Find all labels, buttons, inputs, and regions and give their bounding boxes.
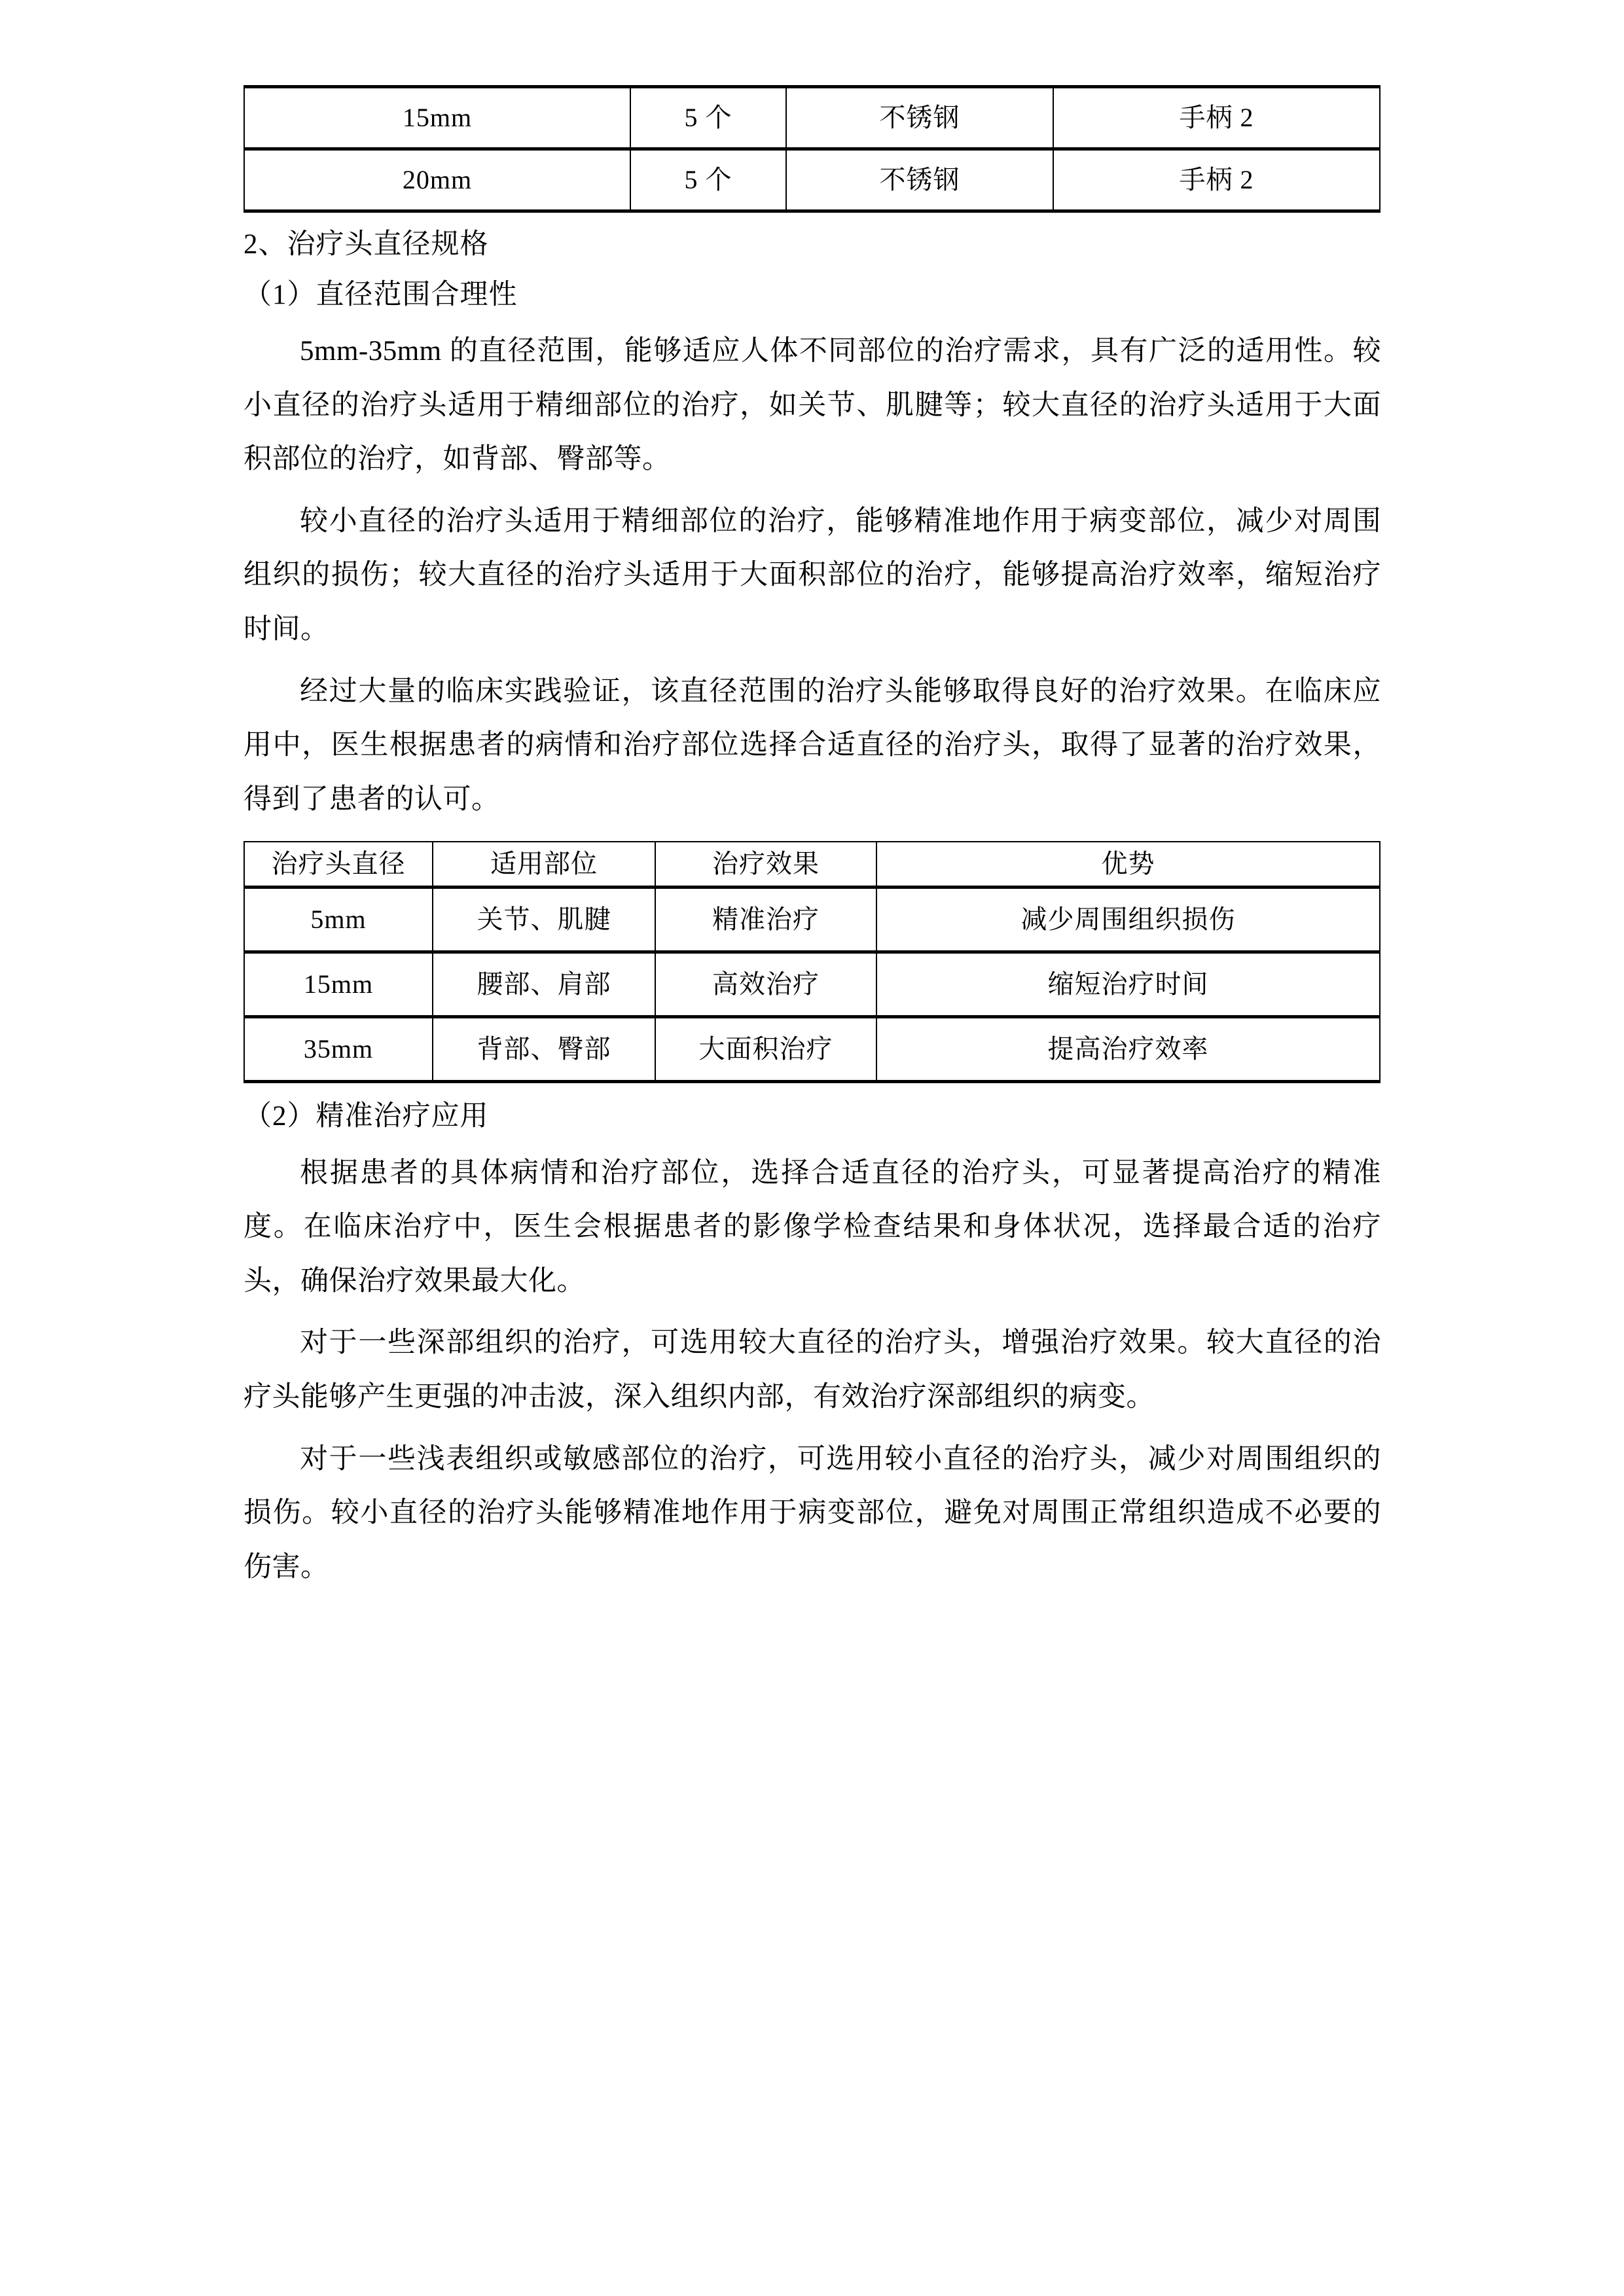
cell-advantage: 提高治疗效率 bbox=[876, 1017, 1380, 1082]
cell-advantage: 缩短治疗时间 bbox=[876, 952, 1380, 1017]
cell-material: 不锈钢 bbox=[786, 149, 1053, 211]
cell-site: 腰部、肩部 bbox=[433, 952, 655, 1017]
cell-diameter: 20mm bbox=[244, 149, 630, 211]
cell-site: 关节、肌腱 bbox=[433, 888, 655, 952]
table-row bbox=[244, 87, 1380, 149]
cell-handle: 手柄 2 bbox=[1053, 87, 1380, 149]
paragraph-1: 5mm-35mm 的直径范围，能够适应人体不同部位的治疗需求，具有广泛的适用性。较小直径的治疗头适用于精细部位的治疗，如关节、肌腱等；较大直径的治疗头适用于大面积部位的治疗，如背部、臀部等。 bbox=[244, 336, 1381, 475]
subsection-heading-2: （2）精准治疗应用 bbox=[244, 1101, 489, 1132]
column-header-effect: 治疗效果 bbox=[655, 842, 876, 888]
cell-quantity: 5 个 bbox=[630, 87, 786, 149]
table-row bbox=[244, 1017, 1380, 1082]
table-header-row bbox=[244, 842, 1380, 888]
section-heading: 2、治疗头直径规格 bbox=[244, 229, 489, 260]
table-row bbox=[244, 149, 1380, 211]
paragraph-3: 经过大量的临床实践验证，该直径范围的治疗头能够取得良好的治疗效果。在临床应用中，医生根据患者的病情和治疗部位选择合适直径的治疗头，取得了显著的治疗效果，得到了患者的认可。 bbox=[244, 675, 1381, 815]
cell-site: 背部、臀部 bbox=[433, 1017, 655, 1082]
cell-diameter: 15mm bbox=[244, 87, 630, 149]
treatment-head-diameter-table bbox=[244, 841, 1380, 1083]
subsection-heading-1: （1）直径范围合理性 bbox=[244, 279, 518, 310]
handle-spec-table-continued bbox=[244, 85, 1380, 213]
cell-diameter: 15mm bbox=[244, 952, 433, 1017]
page-content bbox=[244, 0, 1381, 1594]
cell-effect: 精准治疗 bbox=[655, 888, 876, 952]
cell-advantage: 减少周围组织损伤 bbox=[876, 888, 1380, 952]
column-header-advantage: 优势 bbox=[876, 842, 1380, 888]
cell-quantity: 5 个 bbox=[630, 149, 786, 211]
paragraph-6: 对于一些浅表组织或敏感部位的治疗，可选用较小直径的治疗头，减少对周围组织的损伤。较小直径的治疗头能够精准地作用于病变部位，避免对周围正常组织造成不必要的伤害。 bbox=[244, 1443, 1381, 1583]
cell-diameter: 35mm bbox=[244, 1017, 433, 1082]
cell-diameter: 5mm bbox=[244, 888, 433, 952]
cell-effect: 大面积治疗 bbox=[655, 1017, 876, 1082]
cell-material: 不锈钢 bbox=[786, 87, 1053, 149]
paragraph-2: 较小直径的治疗头适用于精细部位的治疗，能够精准地作用于病变部位，减少对周围组织的损伤；较大直径的治疗头适用于大面积部位的治疗，能够提高治疗效率，缩短治疗时间。 bbox=[244, 505, 1381, 645]
table-row bbox=[244, 888, 1380, 952]
cell-effect: 高效治疗 bbox=[655, 952, 876, 1017]
table-row bbox=[244, 952, 1380, 1017]
column-header-site: 适用部位 bbox=[433, 842, 655, 888]
column-header-diameter: 治疗头直径 bbox=[244, 842, 433, 888]
paragraph-4: 根据患者的具体病情和治疗部位，选择合适直径的治疗头，可显著提高治疗的精准度。在临床治疗中，医生会根据患者的影像学检查结果和身体状况，选择最合适的治疗头，确保治疗效果最大化。 bbox=[244, 1157, 1381, 1297]
cell-handle: 手柄 2 bbox=[1053, 149, 1380, 211]
paragraph-5: 对于一些深部组织的治疗，可选用较大直径的治疗头，增强治疗效果。较大直径的治疗头能够产生更强的冲击波，深入组织内部，有效治疗深部组织的病变。 bbox=[244, 1327, 1381, 1413]
